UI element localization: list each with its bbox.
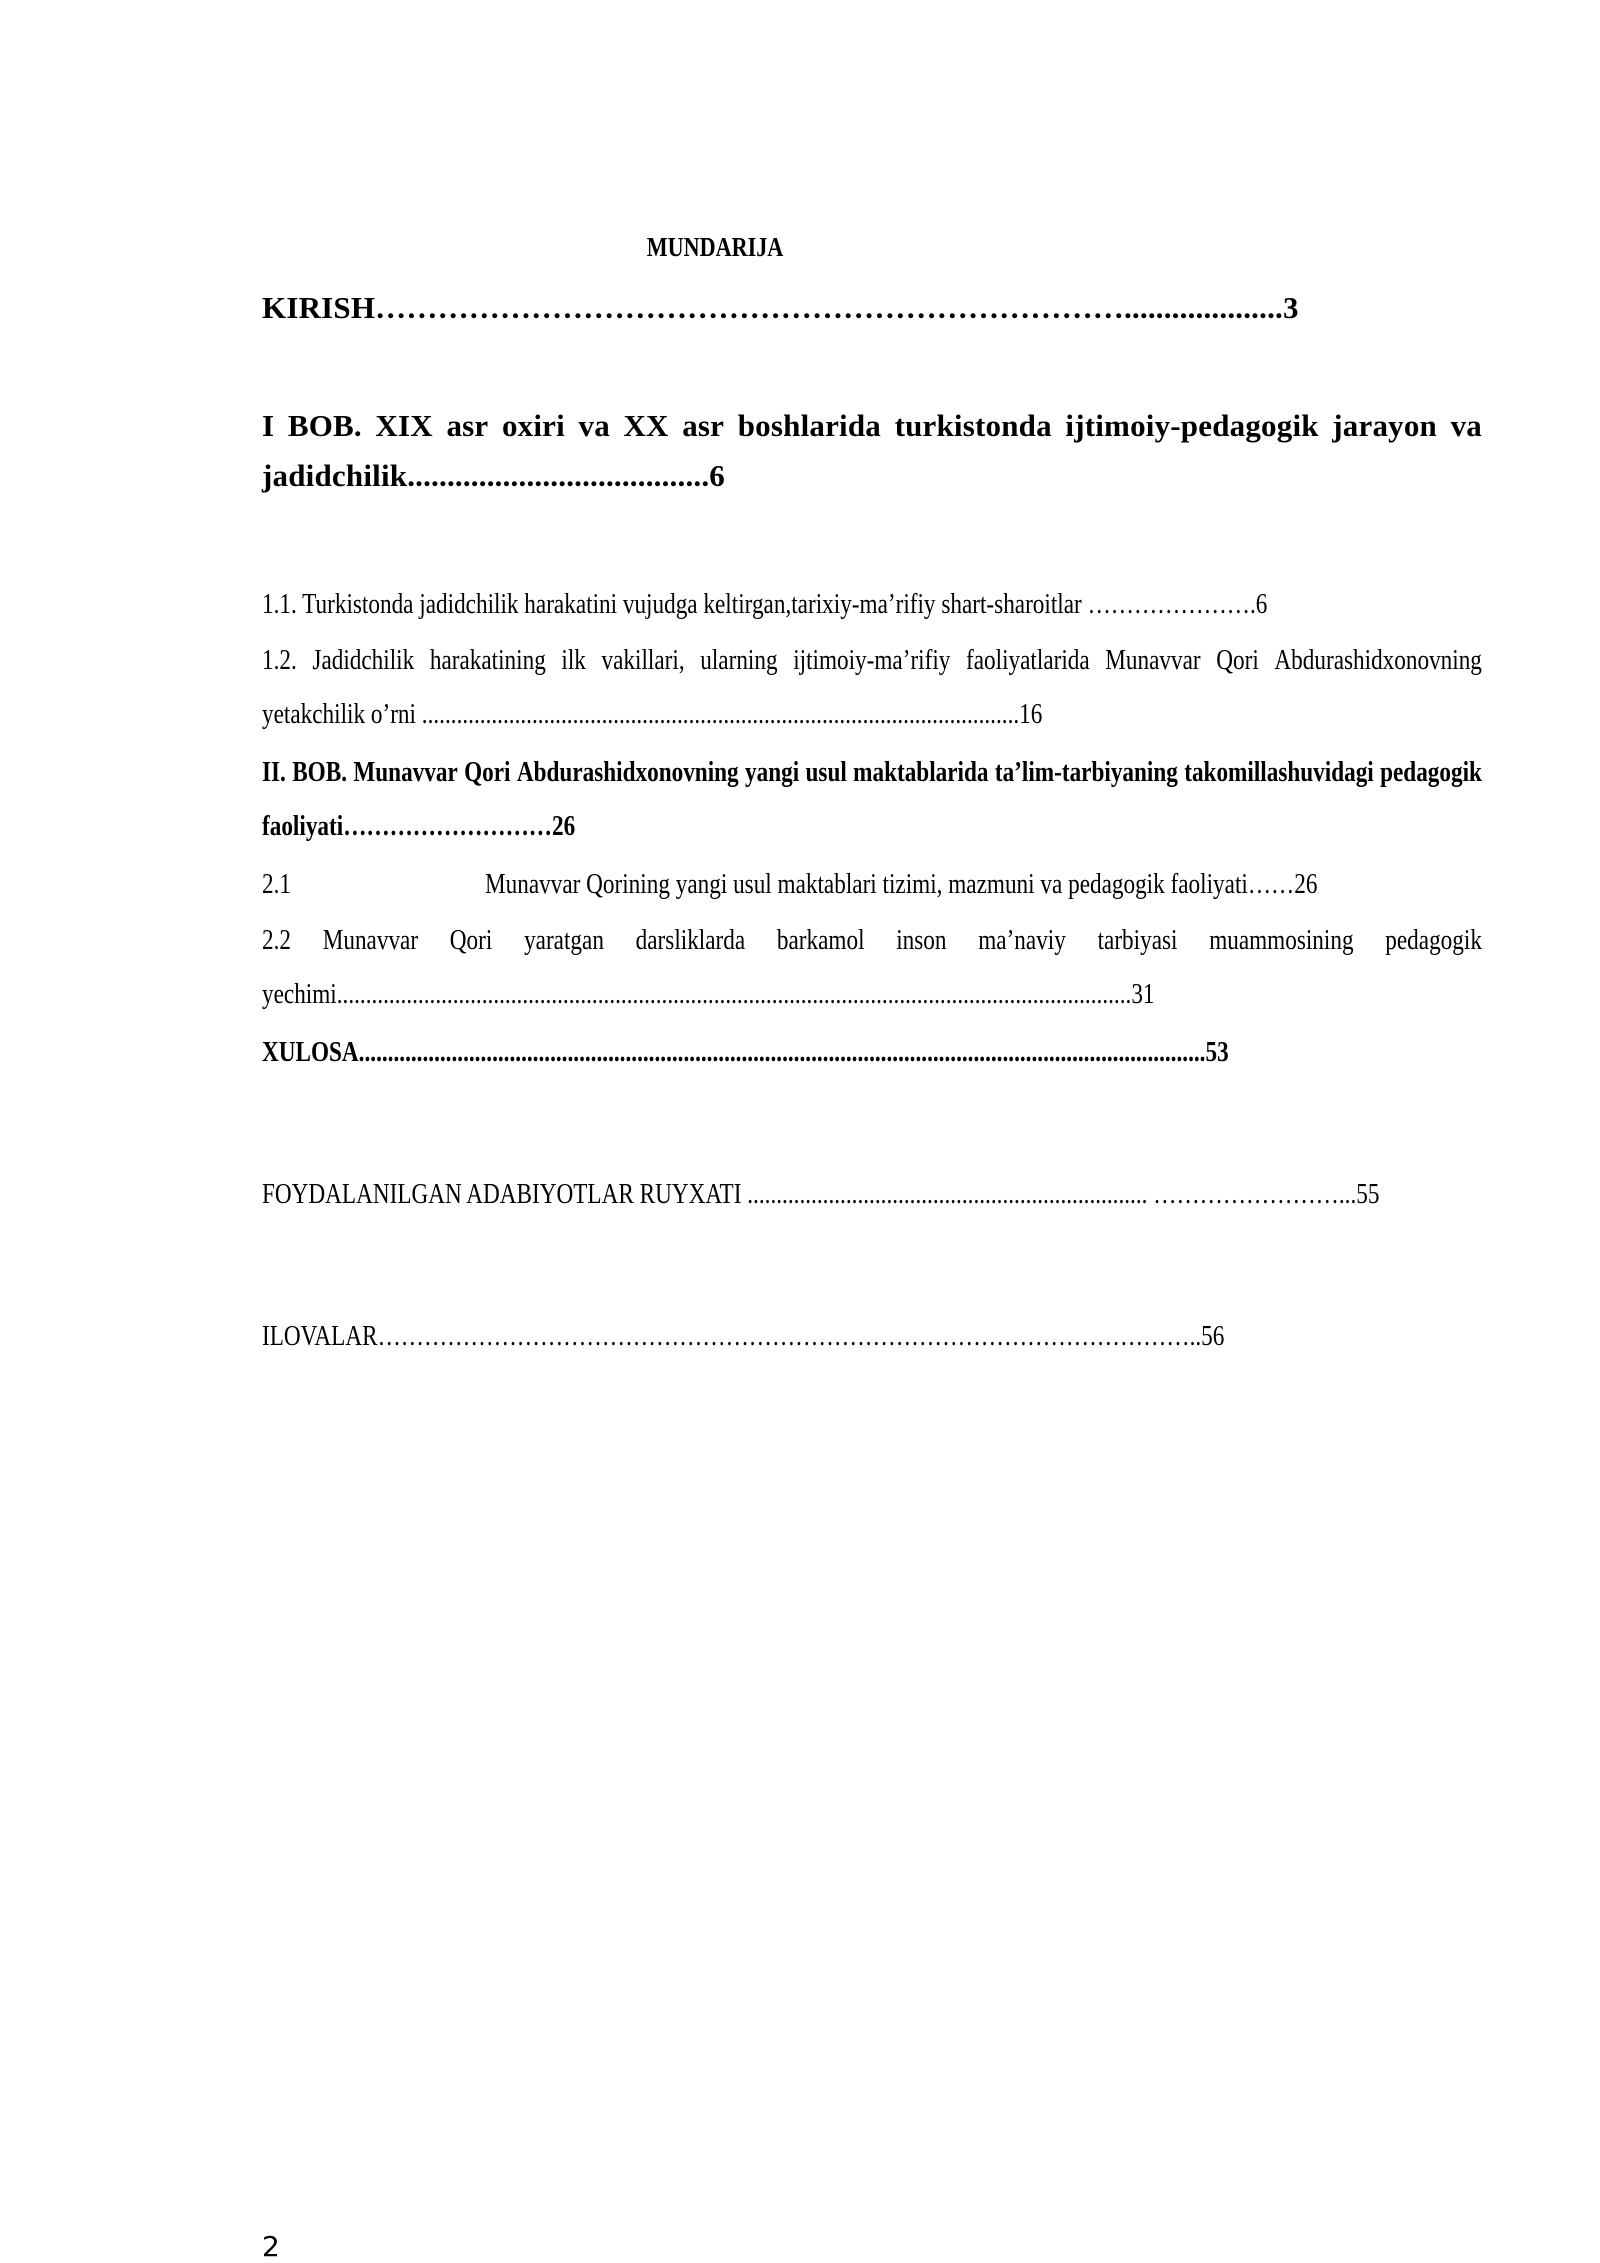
sec-1-2-word: Munavvar <box>1105 644 1201 676</box>
sec-1-2-word: Abdurashidxonovning <box>1274 644 1482 676</box>
bob1-word: BOB. <box>287 408 362 443</box>
bob1-word: XIX <box>375 408 433 443</box>
bob1-word: va <box>578 408 610 443</box>
sec-1-2-word: faoliyatlarida <box>966 644 1090 676</box>
sec-2-2-word: inson <box>896 924 947 956</box>
page-number: 2 <box>262 2230 280 2263</box>
bob1-word: asr <box>446 408 489 443</box>
toc-xulosa: XULOSA..................................................................................................................................................53 <box>262 1036 1229 1068</box>
toc-section-1-2-line1 <box>262 644 1482 677</box>
sec-2-2-word: darsliklarda <box>635 924 746 956</box>
bob2-word: maktablarida <box>853 756 989 788</box>
page-title: MUNDARIJA <box>646 232 784 262</box>
sec-1-2-word: 1.2. <box>262 644 297 676</box>
toc-bob2-line2: faoliyati………………………26 <box>262 810 576 842</box>
bob1-word: jarayon <box>1332 408 1437 443</box>
bob1-word: XX <box>623 408 669 443</box>
bob2-word: II. <box>262 756 286 788</box>
sec-2-2-word: Munavvar <box>322 924 419 956</box>
bob2-word: usul <box>805 756 847 788</box>
bob2-word: Abdurashidxonovning <box>516 756 739 788</box>
sec-2-2-word: pedagogik <box>1385 924 1482 956</box>
sec-1-2-word: ijtimoiy-ma’rifiy <box>793 644 951 676</box>
toc-bob1-line2: jadidchilik......................................6 <box>262 458 725 493</box>
bob2-word: Qori <box>464 756 511 788</box>
toc-section-2-2-line2: yechimi.........................................................................................................................................31 <box>262 978 1155 1010</box>
sec-1-2-word: vakillari, <box>601 644 685 676</box>
bob2-word: yangi <box>745 756 800 788</box>
sec-2-2-word: muammosining <box>1209 924 1354 956</box>
bob2-word: BOB. <box>292 756 348 788</box>
toc-ilovalar: ILOVALAR……………………………………………………………………………………………..56 <box>262 1320 1225 1352</box>
toc-bob2-line1 <box>262 756 1482 789</box>
bob1-word: va <box>1450 408 1482 443</box>
bob1-word: oxiri <box>501 408 565 443</box>
sec-2-2-word: ma’naviy <box>978 924 1066 956</box>
bob1-word: turkistonda <box>894 408 1052 443</box>
toc-foydalanilgan <box>262 1178 1379 1211</box>
toc-kirish: KIRISH………………………………………………………………....................3 <box>262 290 1299 325</box>
toc-bob2 <box>262 756 1482 843</box>
bob1-word: I <box>262 408 275 443</box>
toc-section-2-1-number: 2.1 <box>262 868 291 900</box>
bob2-word: Munavvar <box>353 756 458 788</box>
sec-2-2-word: 2.2 <box>262 924 291 956</box>
toc-section-1-2 <box>262 644 1482 731</box>
toc-section-1-1: 1.1. Turkistonda jadidchilik harakatini vujudga keltirgan,tarixiy-ma’rifiy shart-sharoitlar ………………….6 <box>262 588 1268 620</box>
sec-1-2-word: ularning <box>700 644 778 676</box>
bob1-word: ijtimoiy-pedagogik <box>1065 408 1319 443</box>
toc-section-2-1-text: Munavvar Qorining yangi usul maktablari tizimi, mazmuni va pedagogik faoliyati……26 <box>485 868 1318 900</box>
toc-section-2-2 <box>262 924 1482 1011</box>
bob2-word: takomillashuvidagi <box>1184 756 1374 788</box>
bob2-word: pedagogik <box>1380 756 1482 788</box>
toc-bob1-line1 <box>262 408 1482 444</box>
sec-2-2-word: barkamol <box>776 924 865 956</box>
toc-bob1 <box>262 408 1482 494</box>
toc-foydalanilgan-text: FOYDALANILGAN ADABIYOTLAR RUYXATI ..................................................................... ……………………...55 <box>262 1178 1380 1210</box>
bob2-word: ta’lim-tarbiyaning <box>994 756 1178 788</box>
sec-2-2-word: yaratgan <box>524 924 604 956</box>
sec-2-2-word: tarbiyasi <box>1097 924 1178 956</box>
toc-section-1-2-line2: yetakchilik o’rni .......................................................................................................16 <box>262 698 1043 730</box>
bob1-word: asr <box>682 408 725 443</box>
sec-1-2-word: Jadidchilik <box>312 644 415 676</box>
toc-section-2-2-line1 <box>262 924 1482 957</box>
sec-1-2-word: harakatining <box>429 644 546 676</box>
bob1-word: boshlarida <box>737 408 881 443</box>
sec-1-2-word: Qori <box>1216 644 1259 676</box>
sec-1-2-word: ilk <box>561 644 586 676</box>
sec-2-2-word: Qori <box>449 924 493 956</box>
